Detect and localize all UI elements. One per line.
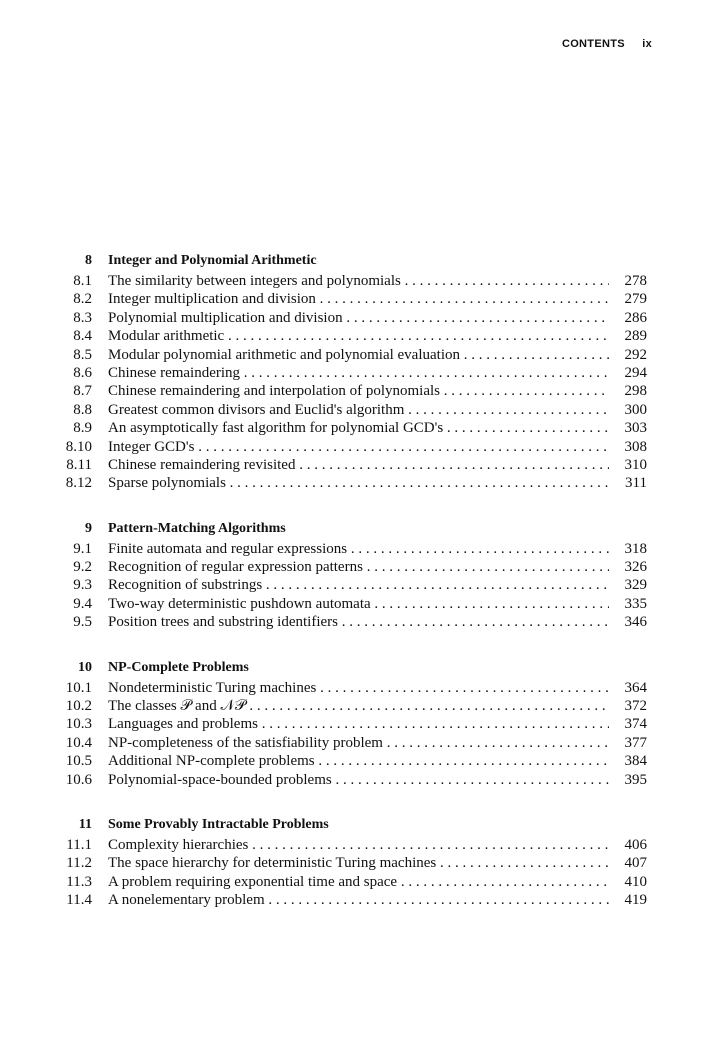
section-title: Integer GCD's . . . (108, 438, 609, 456)
section-title: A problem requiring exponential time and space . . . (108, 873, 609, 891)
toc-entry[interactable] (0, 346, 710, 364)
page-number: 292 (609, 346, 647, 364)
section-number: 9.3 (73, 577, 92, 594)
chapter-block (0, 814, 710, 910)
section-number: 9.5 (73, 614, 92, 631)
toc-entry[interactable] (0, 595, 710, 613)
toc-entry[interactable] (0, 771, 710, 789)
toc-entry[interactable] (0, 715, 710, 733)
chapter-title: Some Provably Intractable Problems (108, 816, 329, 832)
section-number: 11.3 (66, 873, 92, 890)
section-number: 9.2 (73, 559, 92, 576)
toc-entry[interactable] (0, 540, 710, 558)
section-title: Polynomial-space-bounded problems . . . (108, 771, 609, 789)
toc-entry[interactable] (0, 836, 710, 854)
chapter-number: 8 (85, 253, 92, 268)
page-number: 326 (609, 558, 647, 576)
chapter-heading (0, 657, 710, 679)
running-head (562, 38, 652, 50)
toc-entry[interactable] (0, 327, 710, 345)
chapter-heading (0, 814, 710, 836)
section-number: 10.6 (65, 771, 92, 788)
running-head-label: CONTENTS (561, 38, 625, 50)
section-number: 8.11 (66, 456, 92, 473)
section-title: An asymptotically fast algorithm for polynomial GCD's . . . (108, 419, 609, 437)
section-title: Recognition of regular expression patterns . . . (108, 558, 609, 576)
toc-entry[interactable] (0, 576, 710, 594)
page-number: 377 (609, 734, 647, 752)
toc-entry[interactable] (0, 382, 710, 400)
page-number: 278 (609, 272, 647, 290)
section-title: Languages and problems . . . (108, 715, 609, 733)
section-number: 8.8 (73, 401, 92, 418)
section-number: 8.4 (73, 328, 92, 345)
section-number: 8.3 (73, 309, 92, 326)
chapter-block (0, 250, 710, 493)
toc-entry[interactable] (0, 679, 710, 697)
toc-entry[interactable] (0, 697, 710, 715)
page-number: 303 (609, 419, 647, 437)
section-title: Modular arithmetic . . . (108, 327, 609, 345)
chapter-heading (0, 518, 710, 540)
section-number: 11.1 (66, 836, 92, 853)
section-title: Complexity hierarchies . . . (108, 836, 609, 854)
section-number: 10.5 (65, 753, 92, 770)
section-number: 8.5 (73, 346, 92, 363)
section-title: A nonelementary problem . . . (108, 891, 609, 909)
section-number: 9.4 (73, 595, 92, 612)
toc-entry[interactable] (0, 419, 710, 437)
chapter-title: Pattern-Matching Algorithms (108, 520, 286, 536)
section-title: Integer multiplication and division . . . (108, 290, 609, 308)
table-of-contents (0, 250, 710, 935)
page-number: 329 (609, 576, 647, 594)
chapter-title: Integer and Polynomial Arithmetic (108, 253, 317, 268)
page-number: 294 (609, 364, 647, 382)
section-number: 9.1 (73, 540, 92, 557)
section-title: Modular polynomial arithmetic and polynomial evaluation . . . (108, 346, 609, 364)
section-title: Nondeterministic Turing machines . . . (108, 679, 609, 697)
section-number: 11.2 (66, 855, 92, 872)
page-number: 406 (609, 836, 647, 854)
section-title: Additional NP-complete problems . . . (108, 752, 609, 770)
page-number: 410 (609, 873, 647, 891)
chapter-number: 11 (78, 816, 92, 832)
page-number: 311 (609, 474, 647, 492)
section-title: Chinese remaindering revisited . . . (108, 456, 609, 474)
page-number: 289 (609, 327, 647, 345)
section-title: Chinese remaindering and interpolation of polynomials . . . (108, 382, 609, 400)
page-number: 300 (609, 401, 647, 419)
page-number: 419 (609, 891, 647, 909)
chapter-block (0, 518, 710, 632)
section-number: 10.2 (65, 698, 92, 715)
section-title: The space hierarchy for deterministic Turing machines . . . (108, 854, 609, 872)
page-number: 364 (609, 679, 647, 697)
chapter-number: 9 (85, 520, 92, 536)
page-number: 298 (609, 382, 647, 400)
page-number: 335 (609, 595, 647, 613)
toc-entry[interactable] (0, 474, 710, 492)
running-head-page-number: ix (642, 38, 652, 50)
toc-entry[interactable] (0, 309, 710, 327)
toc-entry[interactable] (0, 854, 710, 872)
section-number: 8.10 (65, 438, 92, 455)
page-number: 308 (609, 438, 647, 456)
toc-entry[interactable] (0, 891, 710, 909)
section-number: 10.1 (65, 679, 92, 696)
page-number: 346 (609, 613, 647, 631)
page-number: 286 (609, 309, 647, 327)
toc-entry[interactable] (0, 401, 710, 419)
section-number: 8.1 (73, 273, 92, 289)
toc-entry[interactable] (0, 272, 710, 290)
page-number: 318 (609, 540, 647, 558)
section-number: 8.12 (65, 475, 92, 492)
chapter-title: NP-Complete Problems (108, 659, 249, 675)
page-number: 384 (609, 752, 647, 770)
page-number: 395 (609, 771, 647, 789)
toc-entry[interactable] (0, 438, 710, 456)
toc-entry[interactable] (0, 364, 710, 382)
section-number: 8.6 (73, 364, 92, 381)
page-number: 407 (609, 854, 647, 872)
toc-entry[interactable] (0, 558, 710, 576)
section-title: The similarity between integers and polynomials . . . (108, 272, 609, 290)
chapter-number: 10 (78, 659, 92, 675)
page-number: 374 (609, 715, 647, 733)
section-number: 10.3 (65, 716, 92, 733)
toc-entry[interactable] (0, 290, 710, 308)
section-title: Recognition of substrings . . . (108, 576, 609, 594)
section-title: Position trees and substring identifiers . . . (108, 613, 609, 631)
page-number: 279 (609, 290, 647, 308)
section-title: Chinese remaindering . . . (108, 364, 609, 382)
toc-entry[interactable] (0, 752, 710, 770)
chapter-heading (0, 250, 710, 272)
page-number: 372 (609, 697, 647, 715)
section-title: Greatest common divisors and Euclid's algorithm . . . (108, 401, 609, 419)
chapter-block (0, 657, 710, 789)
page-number: 310 (609, 456, 647, 474)
toc-entry[interactable] (0, 456, 710, 474)
section-number: 10.4 (65, 734, 92, 751)
section-number: 8.7 (73, 383, 92, 400)
toc-entry[interactable] (0, 734, 710, 752)
section-title: Polynomial multiplication and division . . . (108, 309, 609, 327)
section-title: The classes 𝒫 and 𝒩𝒫 . . . (108, 697, 609, 715)
section-title: Two-way deterministic pushdown automata . . . (108, 595, 609, 613)
section-number: 8.2 (73, 291, 92, 308)
toc-entry[interactable] (0, 873, 710, 891)
section-title: Sparse polynomials . . . (108, 474, 609, 492)
section-number: 11.4 (66, 892, 92, 909)
section-number: 8.9 (73, 420, 92, 437)
section-title: NP-completeness of the satisfiability problem . . . (108, 734, 609, 752)
toc-entry[interactable] (0, 613, 710, 631)
section-title: Finite automata and regular expressions . . . (108, 540, 609, 558)
